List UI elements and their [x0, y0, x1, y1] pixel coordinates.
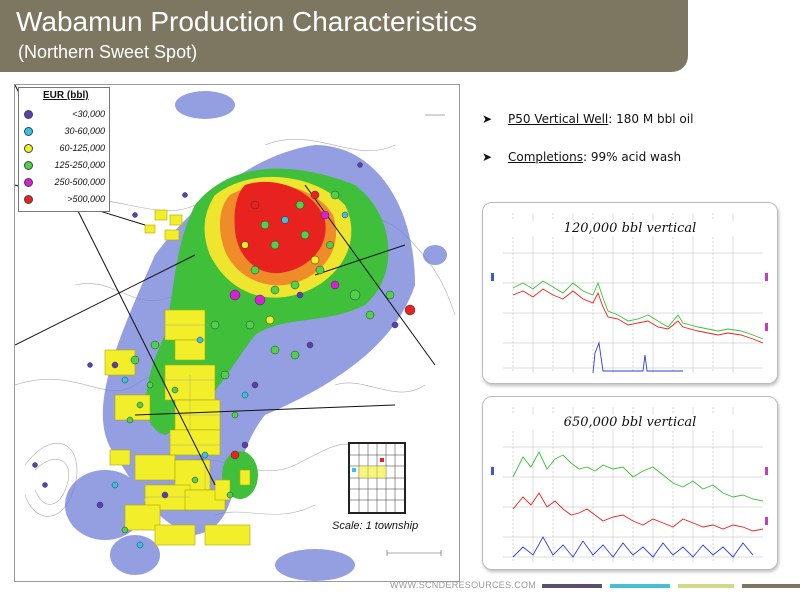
footer-color-bar: [542, 584, 602, 588]
legend-swatch: [24, 127, 33, 136]
bullet-item: [482, 150, 681, 164]
footer-color-bar: [742, 584, 800, 588]
arrow-icon: ➤: [482, 150, 493, 164]
slide-title: Wabamun Production Characteristics: [16, 6, 478, 37]
legend-item: [19, 108, 111, 122]
footer-color-bar: [610, 584, 670, 588]
township-inset: [348, 442, 406, 514]
eur-legend: [18, 87, 110, 212]
slide-subtitle: (Northern Sweet Spot): [18, 42, 198, 62]
legend-swatch: [24, 110, 33, 119]
legend-swatch: [24, 195, 33, 204]
bullet-key: Completions: [508, 150, 583, 164]
legend-label: <30,000: [72, 109, 105, 119]
township-grid: [350, 444, 404, 512]
legend-label: >500,000: [67, 194, 105, 204]
legend-item: [19, 159, 111, 173]
legend-item: [19, 176, 111, 190]
well-log-panel: [482, 202, 778, 384]
well-log-panel: [482, 396, 778, 570]
bullet-text: : 180 M bbl oil: [608, 112, 694, 126]
legend-item: [19, 193, 111, 207]
legend-swatch: [24, 161, 33, 170]
log-caption: 650,000 bbl vertical: [483, 415, 777, 430]
title-bar: [0, 0, 688, 72]
bullet-key: P50 Vertical Well: [508, 112, 609, 126]
legend-swatch: [24, 144, 33, 153]
legend-label: 60-125,000: [59, 143, 105, 153]
bullet-item: [482, 112, 693, 126]
log-caption: 120,000 bbl vertical: [483, 221, 777, 236]
legend-item: [19, 125, 111, 139]
legend-label: 250-500,000: [54, 177, 105, 187]
scale-label: Scale: 1 township: [332, 520, 419, 532]
footer-url: WWW.SCNDERESOURCES.COM: [390, 580, 537, 590]
legend-item: [19, 142, 111, 156]
legend-label: 30-60,000: [64, 126, 105, 136]
legend-title: EUR (bbl): [43, 90, 89, 101]
footer-color-bar: [678, 584, 734, 588]
legend-label: 125-250,000: [54, 160, 105, 170]
legend-swatch: [24, 178, 33, 187]
arrow-icon: ➤: [482, 112, 493, 126]
bullet-text: : 99% acid wash: [582, 150, 682, 164]
